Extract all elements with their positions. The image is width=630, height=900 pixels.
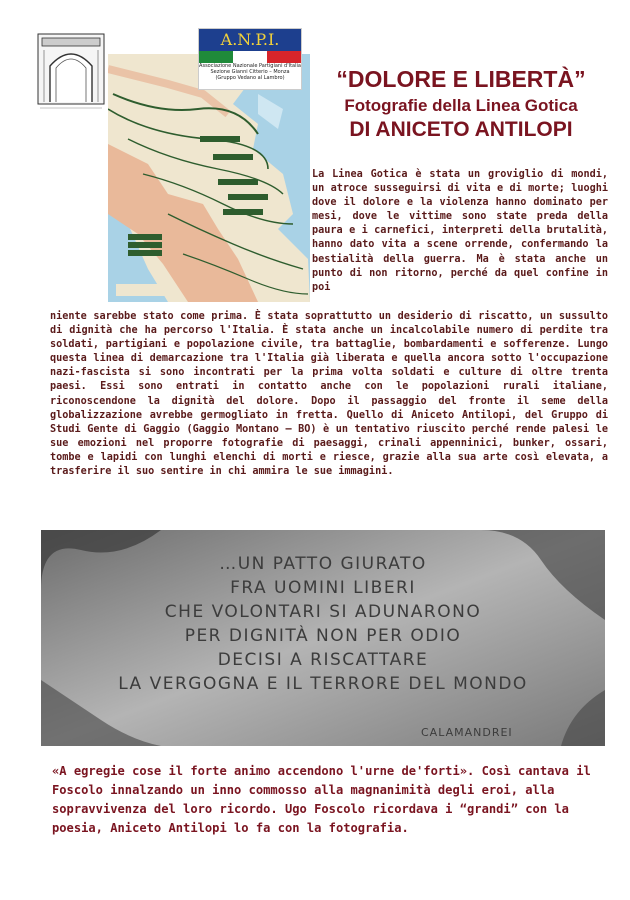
intro-paragraph: La Linea Gotica è stata un groviglio di mondi, un atroce susseguirsi di vita e di morte; luoghi dove il dolore e la violenza hanno dominato per mesi, dove le vittime sono state preda della paura e i carnefici, interpreti della brutalità, hanno dato vita a scene orrende, confermando la bestialità della guerra. Ma è stata anche un punto di non ritorno, perché da quel confine in poi (312, 169, 608, 293)
arch-drawing (36, 32, 106, 112)
plaque-line-3: CHE VOLONTARI SI ADUNARONO (164, 602, 482, 622)
plaque-line-6: LA VERGOGNA E IL TERRORE DEL MONDO (118, 674, 528, 694)
anpi-logo-line2: Sezione Gianni Citterio – Monza (210, 69, 290, 75)
plaque-signature: CALAMANDREI (421, 726, 513, 739)
plaque-line-2: FRA UOMINI LIBERI (230, 578, 416, 598)
plaque-line-4: PER DIGNITÀ NON PER ODIO (184, 626, 462, 646)
anpi-logo-line3: (Gruppo Vedano al Lambro) (215, 75, 285, 81)
closing-paragraph: «A egregie cose il forte animo accendono l'urne de'forti». Così cantava il Foscolo innalzando un inno commosso alla magnanimità degli eroi, alla sopravvivenza del loro ricordo. Ugo Foscolo ricordava i “grandi” con la poesia, Aniceto Antilopi lo fa con la fotografia. (52, 764, 591, 835)
memorial-plaque-photo (41, 530, 605, 746)
anpi-logo-name: A.N.P.I. (199, 29, 301, 51)
plaque-line-1: …UN PATTO GIURATO (219, 554, 427, 574)
anpi-logo (198, 28, 302, 90)
page-title: “DOLORE E LIBERTÀ” (336, 66, 586, 92)
gothic-line-map (108, 54, 310, 302)
page-author: DI ANICETO ANTILOPI (349, 118, 573, 141)
plaque-line-5: DECISI A RISCATTARE (217, 650, 429, 670)
italian-flag-icon (199, 51, 301, 63)
body-paragraph: niente sarebbe stato come prima. È stata soprattutto un desiderio di riscatto, un sussulto di dignità che ha percorso l'Italia. È stata anche un incalcolabile numero di perdite tra soldati, partigiani e popolazione civile, tra battaglie, bombardamenti e sofferenze. Lungo questa linea di demarcazione tra l'Italia già liberata e quella ancora sotto l'occupazione nazi-fascista si sono incontrati per la prima volta soldati e culture di oltre trenta paesi. Essi sono entrati in contatto anche con le popolazioni rurali italiane, riconoscendone la dignità del dolore. Dopo il passaggio del fronte il seme della globalizzazione avrebbe germogliato in fretta. Quello di Aniceto Antilopi, del Gruppo di Studi Gente di Gaggio (Gaggio Montano – BO) è un tentativo riuscito perché rende palesi le sue emozioni nel proporre fotografie di paesaggi, crinali appenninici, bunker, ossari, tombe e lapidi con lunghi elenchi di morti e riesce, grazie alla sua arte così elevata, a trasferire il suo sentire in chi ammira le sue immagini. (50, 311, 608, 478)
page-subtitle: Fotografie della Linea Gotica (344, 96, 578, 115)
anpi-logo-line1: Associazione Nazionale Partigiani d'Italia (199, 63, 301, 69)
